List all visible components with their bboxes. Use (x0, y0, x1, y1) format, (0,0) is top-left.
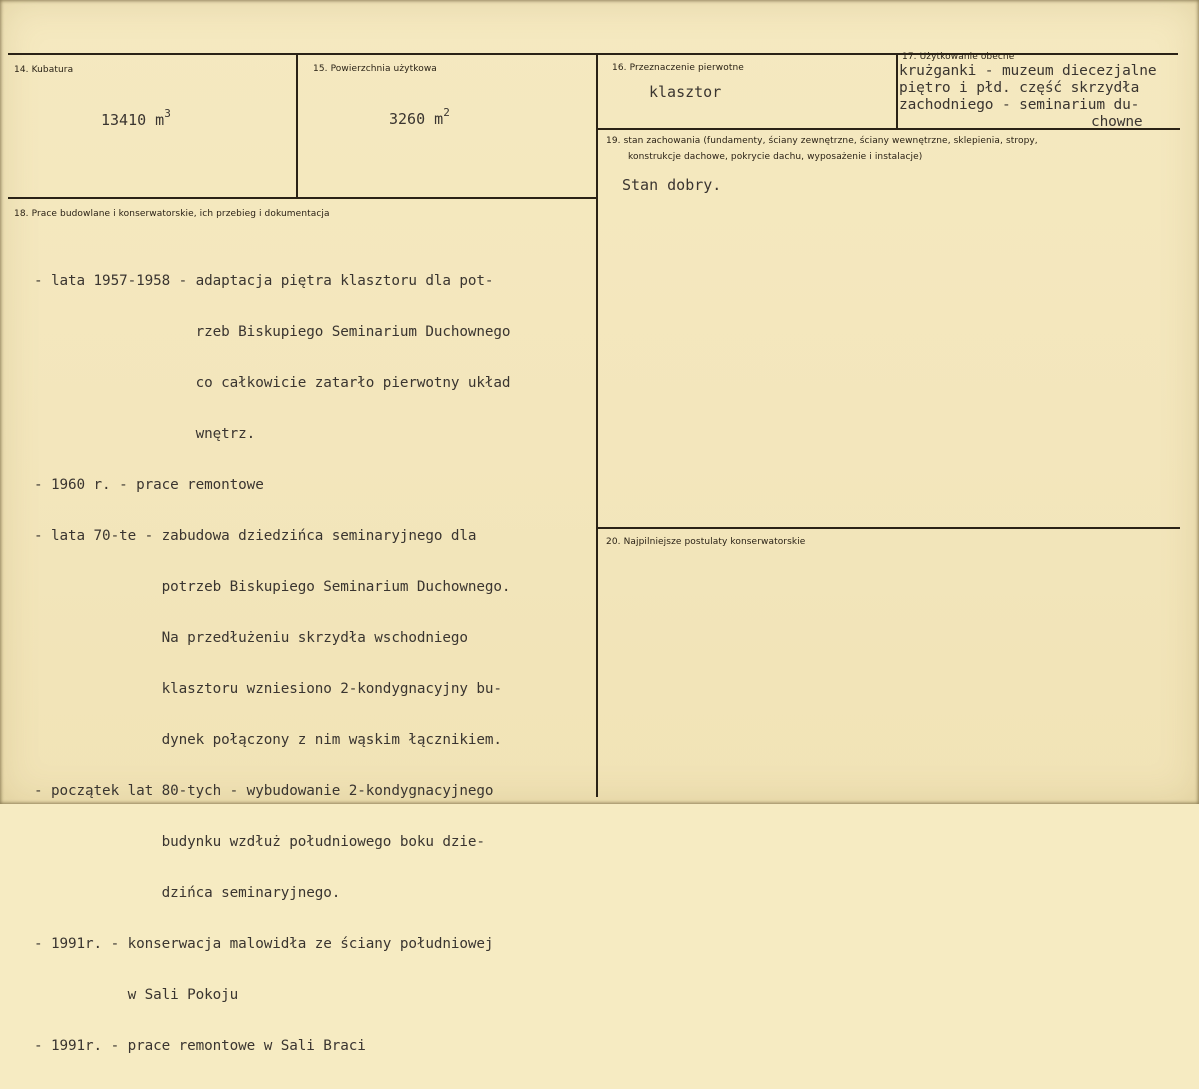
prace-line: potrzeb Biskupiego Seminarium Duchownego. (34, 579, 511, 595)
kubatura-value (101, 107, 171, 129)
przeznaczenie-value: klasztor (649, 83, 722, 101)
prace-line: - lata 70-te - zabudowa dziedzińca seminaryjnego dla (34, 528, 477, 544)
field20-top-rule (598, 527, 1180, 529)
prace-line: - 1991r. - konserwacja malowidła ze ściany południowej (34, 936, 494, 952)
field-19-label-line2: konstrukcje dachowe, pokrycie dachu, wyposażenie i instalacje) (628, 152, 923, 162)
uzytkowanie-value (899, 63, 1156, 127)
prace-line: co całkowicie zatarło pierwotny układ (34, 375, 511, 391)
prace-line: w Sali Pokoju (34, 987, 239, 1003)
powierzchnia-exponent: 2 (443, 106, 450, 119)
prace-line: dynek połączony z nim wąskim łącznikiem. (34, 732, 502, 748)
divider-14-15 (296, 55, 298, 198)
row1-bottom-rule-right (598, 128, 1180, 130)
prace-line: rzeb Biskupiego Seminarium Duchownego (34, 324, 511, 340)
prace-line: - początek lat 80-tych - wybudowanie 2-kondygnacyjnego (34, 783, 494, 799)
field-14-label: 14. Kubatura (14, 65, 74, 75)
prace-line: klasztoru wzniesiono 2-kondygnacyjny bu- (34, 681, 502, 697)
row1-bottom-rule-left (8, 197, 598, 199)
field-18-label: 18. Prace budowlane i konserwatorskie, ich przebieg i dokumentacja (14, 209, 330, 219)
kubatura-number: 13410 m (101, 111, 165, 129)
field-19-label-line1: 19. stan zachowania (fundamenty, ściany zewnętrzne, ściany wewnętrzne, sklepienia, stropy, (606, 136, 1038, 146)
prace-line: budynku wzdłuż południowego boku dzie- (34, 834, 485, 850)
powierzchnia-number: 3260 m (389, 110, 444, 128)
field-16-label: 16. Przeznaczenie pierwotne (612, 63, 744, 73)
uzytkowanie-line: piętro i płd. część skrzydła (899, 80, 1140, 96)
prace-line: Na przedłużeniu skrzydła wschodniego (34, 630, 468, 646)
uzytkowanie-line: chowne (1091, 114, 1143, 127)
stan-value: Stan dobry. (622, 176, 722, 194)
kubatura-exponent: 3 (164, 107, 171, 120)
prace-line: - 1991r. - prace remontowe w Sali Braci (34, 1038, 366, 1054)
powierzchnia-value (389, 106, 450, 128)
field-20-label: 20. Najpilniejsze postulaty konserwatorskie (606, 537, 806, 547)
prace-line: - 1960 r. - prace remontowe (34, 477, 264, 493)
prace-line: dzińca seminaryjnego. (34, 885, 341, 901)
field-17-label: 17. Użytkowanie obecne (902, 52, 1015, 62)
prace-value (34, 239, 510, 1089)
prace-line: wnętrz. (34, 426, 256, 442)
field-15-label: 15. Powierzchnia użytkowa (313, 64, 437, 74)
main-column-divider (596, 55, 598, 797)
prace-line: - lata 1957-1958 - adaptacja piętra klasztoru dla pot- (34, 273, 494, 289)
uzytkowanie-line: krużganki - muzeum diecezjalne (899, 63, 1157, 79)
uzytkowanie-line: zachodniego - seminarium du- (899, 97, 1140, 113)
divider-16-17 (896, 55, 898, 129)
